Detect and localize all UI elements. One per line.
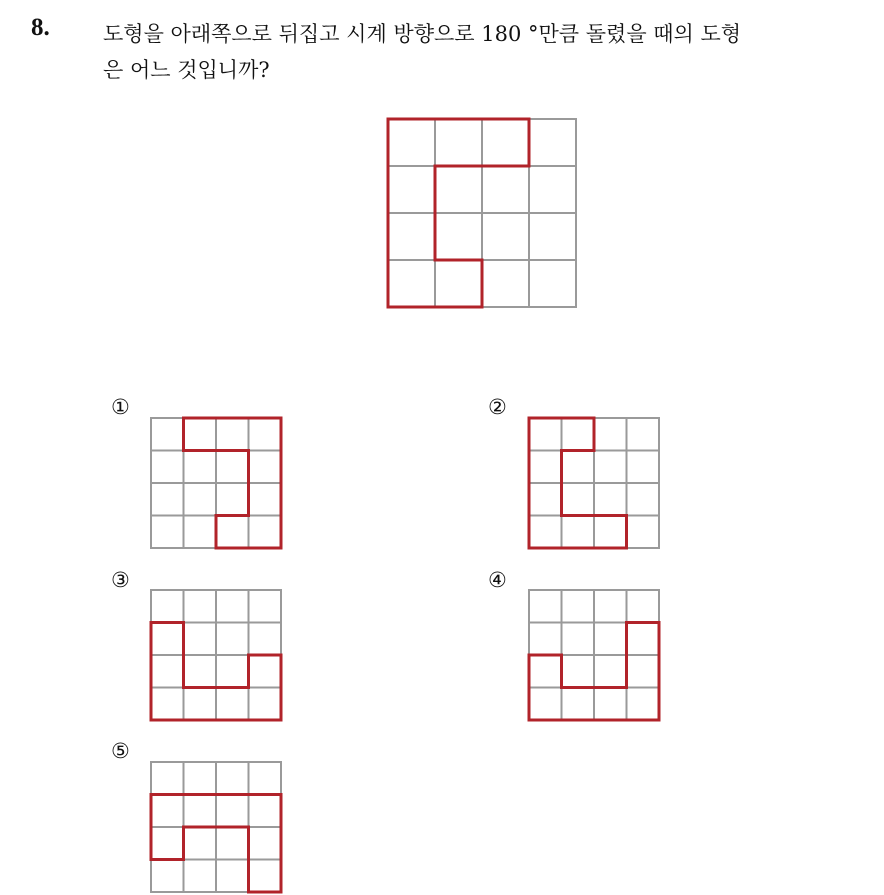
question-number: 8. <box>31 14 50 41</box>
choice-1-figure[interactable] <box>151 418 281 548</box>
choice-2-label[interactable]: ② <box>488 395 507 419</box>
choice-3-label[interactable]: ③ <box>111 568 130 592</box>
choice-4-label[interactable]: ④ <box>488 568 507 592</box>
question-text-line-1: 도형을 아래쪽으로 뒤집고 시계 방향으로 180 °만큼 돌렸을 때의 도형 <box>103 22 742 46</box>
choice-4-figure[interactable] <box>529 590 659 720</box>
choice-3-figure[interactable] <box>151 590 281 720</box>
choice-1-label[interactable]: ① <box>111 395 130 419</box>
choice-2-figure[interactable] <box>529 418 659 548</box>
choice-5-label[interactable]: ⑤ <box>111 739 130 763</box>
question-text <box>103 16 873 88</box>
choice-5-figure[interactable] <box>151 762 281 892</box>
question-text-line-2: 은 어느 것입니까? <box>103 58 270 82</box>
original-figure <box>388 119 576 307</box>
